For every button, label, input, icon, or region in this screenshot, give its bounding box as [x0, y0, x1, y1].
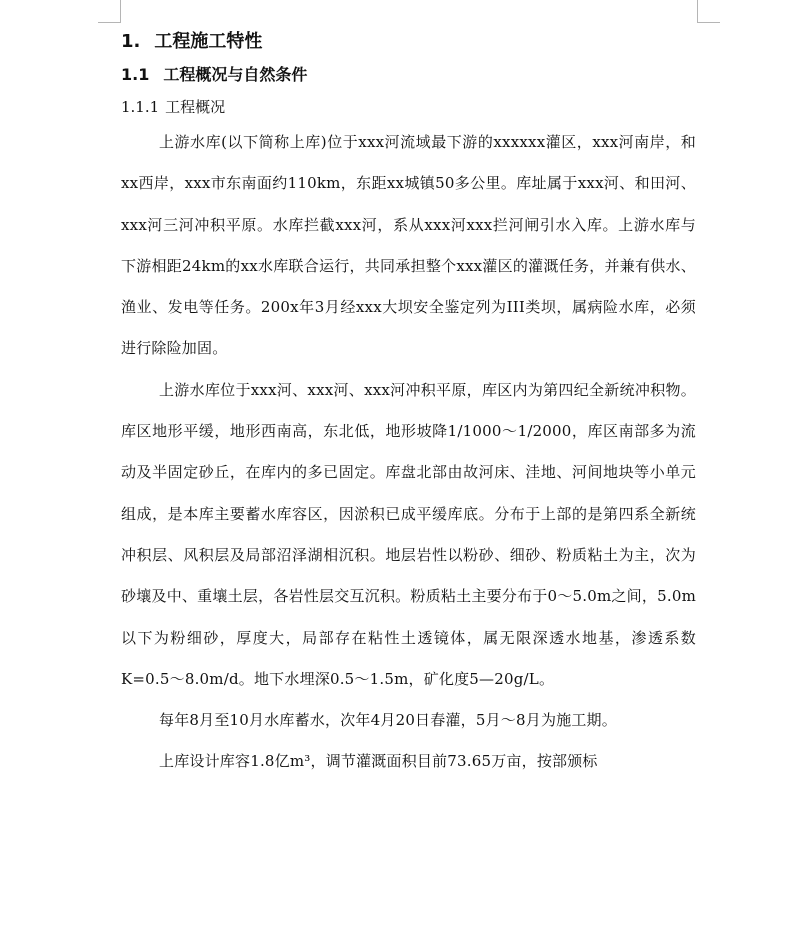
heading-level-3 [121, 92, 696, 122]
heading-3-title: 工程概况 [165, 98, 226, 116]
heading-2-title: 工程概况与自然条件 [163, 65, 308, 84]
page-corner-mark-left [98, 0, 121, 23]
heading-3-number: 1.1.1 [121, 98, 160, 116]
heading-level-2 [121, 58, 696, 92]
document-body [121, 26, 696, 783]
paragraph-schedule: 每年8月至10月水库蓄水，次年4月20日春灌，5月～8月为施工期。 [159, 711, 617, 730]
paragraph-geology: 上游水库位于xxx河、xxx河、xxx河冲积平原，库区内为第四纪全新统冲积物。库区地形平缓，地形西南高，东北低，地形坡降1/1000～1/2000，库区南部多为流动及半固定砂丘，在库内的多已固定。库盘北部由故河床、洼地、河间地块等小单元组成，是本库主要蓄水库容区，因淤积已成平缓库底。分布于上部的是第四系全新统冲积层、风积层及局部沼泽湖相沉积。地层岩性以粉砂、细砂、粉质粘土为主，次为砂壤及中、重壤土层，各岩性层交互沉积。粉质粘土主要分布于0～5.0m之间，5.0m以下为粉细砂，厚度大，局部存在粘性土透镜体，属无限深透水地基，渗透系数K=0.5～8.0m/d。地下水埋深0.5～1.5m，矿化度5—20g/L。 [121, 380, 696, 688]
heading-2-number: 1.1 [121, 65, 150, 84]
heading-1-title: 工程施工特性 [154, 31, 263, 52]
heading-1-number: 1. [121, 31, 141, 52]
paragraph-overview: 上游水库(以下简称上库)位于xxx河流域最下游的xxxxxx灌区，xxx河南岸，和xx西岸，xxx市东南面约110km，东距xx城镇50多公里。库址属于xxx河、和田河、xxx河三河冲积平原。水库拦截xxx河，系从xxx河xxx拦河闸引水入库。上游水库与下游相距24km的xx水库联合运行，共同承担整个xxx灌区的灌溉任务，并兼有供水、渔业、发电等任务。200x年3月经xxx大坝安全鉴定列为III类坝，属病险水库，必须进行除险加固。 [121, 133, 696, 358]
heading-level-1 [121, 26, 696, 58]
paragraph-capacity: 上库设计库容1.8亿m³，调节灌溉面积目前73.65万亩，按部颁标 [159, 752, 598, 771]
page-corner-mark-right [697, 0, 720, 23]
